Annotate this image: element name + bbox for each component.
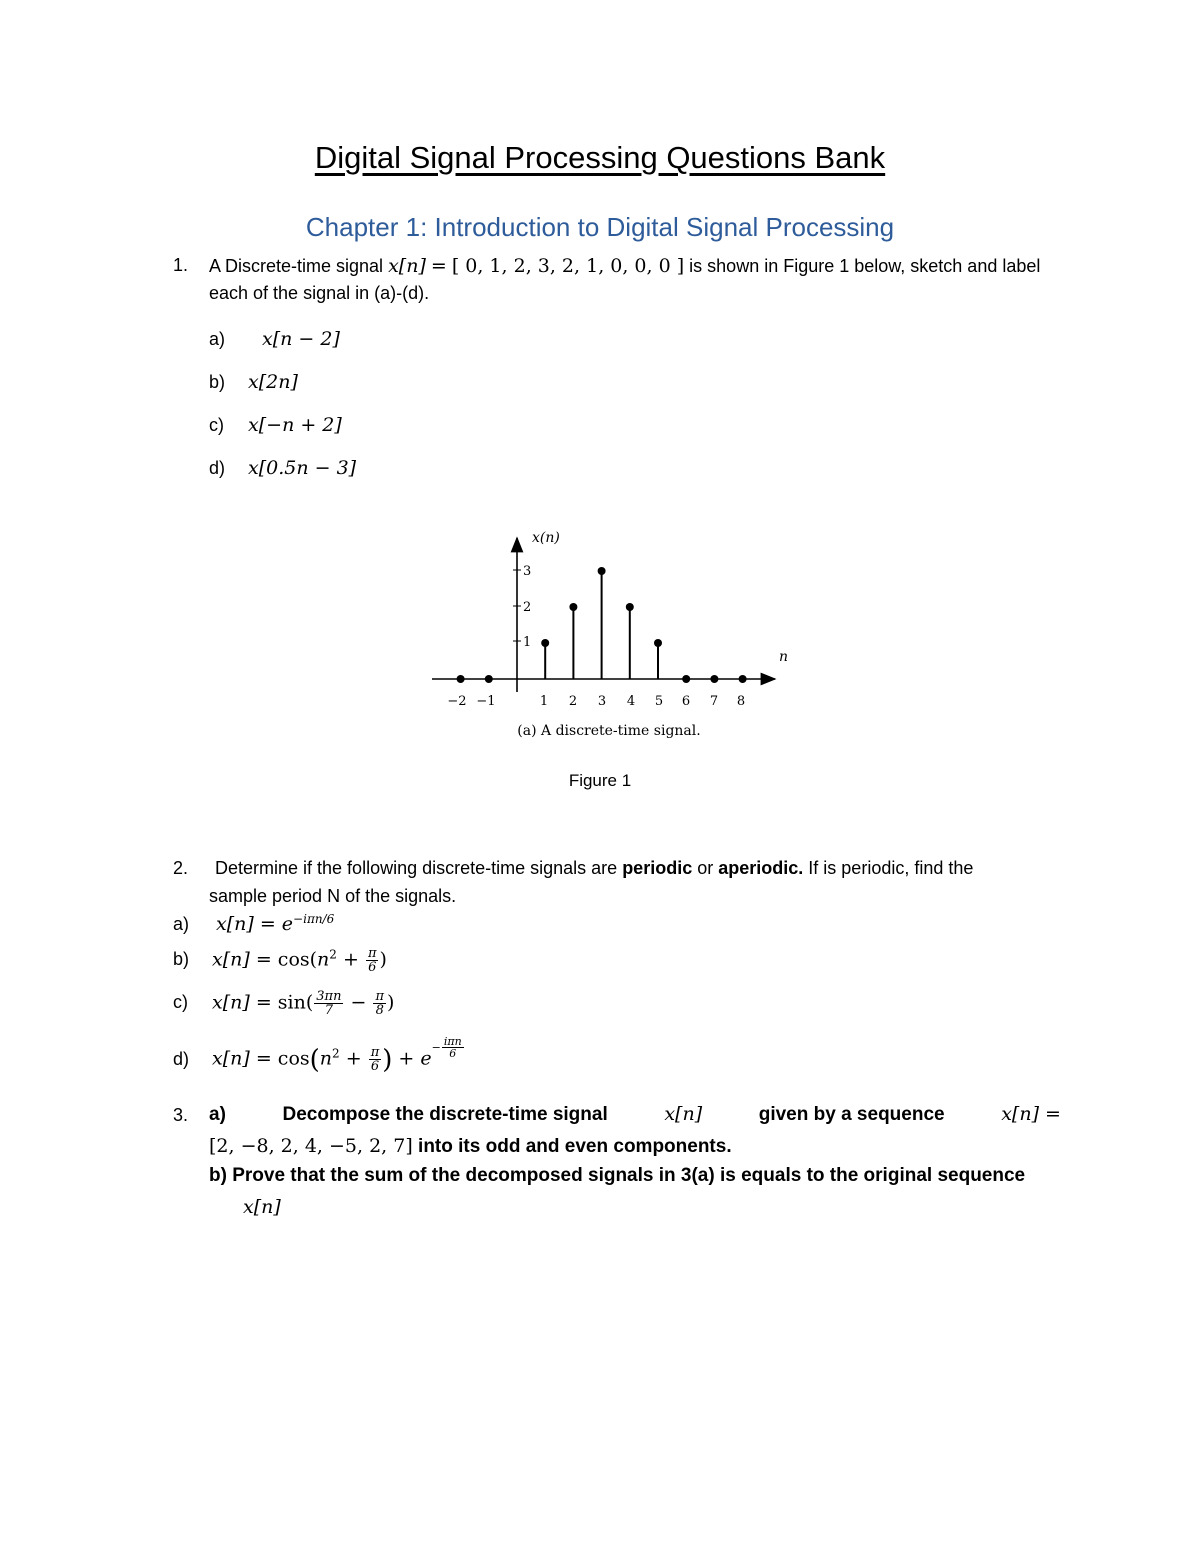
q3-b-label: b): [209, 1165, 227, 1186]
q1-part-c: [209, 414, 342, 436]
q2-part-c-fn: sin(: [277, 991, 314, 1014]
q2-part-d-exp-sign: −: [431, 1041, 441, 1054]
stem-point-n6: [682, 675, 690, 683]
q2-part-b-frac-top: π: [367, 946, 377, 961]
q2-part-b-label: b): [173, 949, 190, 970]
question-3-part-b: [209, 1165, 1025, 1187]
q1-text-a: A Discrete-time signal: [209, 256, 384, 276]
q1-part-c-expr: x[−n + 2]: [248, 414, 342, 436]
q3-a-signal: x[n]: [664, 1103, 703, 1125]
q1-sequence: [ 0, 1, 2, 3, 2, 1, 0, 0, 0 ]: [451, 255, 685, 277]
q2-part-c-frac1-top: 3πn: [316, 989, 342, 1004]
q2-text-a: Determine if the following discrete-time signals are: [215, 858, 618, 878]
q2-part-d-frac-bottom: 6: [370, 1059, 380, 1075]
q1-part-a-expr: x[n − 2]: [262, 328, 340, 350]
q2-part-c-frac1-bottom: 7: [324, 1003, 334, 1018]
q2-part-d-exp-base: + e: [392, 1047, 432, 1070]
q2-part-b-body: n: [317, 948, 330, 971]
question-2-line-1: [215, 858, 973, 879]
y-axis-label: x(n): [532, 530, 560, 546]
question-3-part-b-line-2: [243, 1196, 281, 1218]
q2-part-d: [173, 1036, 465, 1075]
figure-subcaption: (a) A discrete-time signal.: [517, 723, 701, 739]
q1-signal: x[n]: [388, 255, 426, 277]
q2-part-d-label: d): [173, 1048, 190, 1069]
q2-part-c-lhs: x[n] =: [212, 991, 278, 1014]
y-tick-label-3: 3: [523, 564, 532, 579]
q2-part-d-plus: +: [339, 1047, 368, 1070]
x-tick-labels: [447, 694, 745, 709]
y-tick-label-2: 2: [523, 600, 532, 615]
q2-or: or: [697, 858, 714, 878]
q2-part-d-exp-bottom: 6: [449, 1047, 457, 1060]
q1-part-c-label: c): [209, 415, 224, 435]
x-tick-label-5: 5: [654, 694, 664, 709]
question-2-number: 2.: [173, 858, 189, 878]
q1-part-d: [209, 457, 356, 479]
question-3-line-1: [209, 1103, 1061, 1126]
chapter-heading: Chapter 1: Introduction to Digital Signal Processing: [305, 212, 895, 242]
q3-a-text-3: into its: [418, 1136, 481, 1157]
q2-part-d-close: ): [382, 1044, 393, 1075]
stem-point-n8: [739, 675, 747, 683]
q2-part-d-fraction: [369, 1046, 382, 1073]
x-tick-label-8: 8: [736, 694, 746, 709]
x-tick-label-1: 1: [539, 694, 549, 709]
q2-part-d-exponent: [432, 1036, 465, 1059]
q2-part-d-fn: cos: [277, 1047, 310, 1070]
q2-part-c-minus: −: [344, 991, 373, 1014]
q2-part-a-base: e: [281, 913, 294, 935]
q2-part-c-close: ): [387, 991, 395, 1014]
q2-part-b-lhs: x[n] =: [212, 948, 278, 971]
q1-text-b: is shown in Figure 1 below, sketch and label: [689, 256, 1041, 276]
q2-part-b: [173, 947, 387, 974]
q1-part-d-expr: x[0.5n − 3]: [248, 457, 357, 479]
q2-part-b-close: ): [379, 948, 387, 971]
q3-b-text: Prove that the sum of the decomposed signals in 3(a) is equals to the original sequence: [232, 1165, 1026, 1186]
q3-a-odd: odd: [485, 1136, 521, 1157]
stem-point-n-1: [485, 675, 493, 683]
x-tick-label-4: 4: [626, 694, 636, 709]
q1-part-a: [209, 328, 340, 350]
q1-part-b-expr: x[2n]: [248, 371, 298, 393]
y-ticks: [513, 564, 531, 650]
stem-point-n3: [598, 567, 606, 575]
q2-part-b-fraction: [366, 947, 379, 974]
q2-part-d-power: 2: [332, 1046, 340, 1061]
q2-part-d-lhs: x[n] =: [212, 1047, 278, 1070]
q3-b-signal: x[n]: [243, 1196, 281, 1218]
q2-part-a-label: a): [173, 914, 190, 934]
q2-part-c-fraction-2: [373, 990, 386, 1017]
stem-point-n1: [541, 639, 549, 647]
q2-part-c-label: c): [173, 992, 188, 1013]
q2-part-d-frac-top: π: [370, 1045, 380, 1061]
question-1-number: 1.: [173, 255, 189, 275]
q2-part-c-fraction-1: [314, 990, 343, 1017]
q1-part-a-label: a): [209, 329, 226, 349]
q2-part-a-exponent: −iπn/6: [293, 912, 335, 926]
q2-part-a-lhs: x[n] =: [216, 913, 282, 935]
stem-point-n5: [654, 639, 662, 647]
stem-point-n2: [569, 603, 577, 611]
q1-part-d-label: d): [209, 458, 226, 478]
x-tick-label-3: 3: [597, 694, 607, 709]
q2-part-b-plus: +: [336, 948, 365, 971]
question-3-line-2: [209, 1135, 732, 1158]
q3-a-text-1: Decompose the discrete-time signal: [282, 1104, 608, 1125]
question-2-line-2: sample period N of the signals.: [209, 886, 457, 906]
question-1-line-1: [209, 255, 1040, 277]
q3-a-text-4: components.: [613, 1136, 732, 1157]
q3-a-text-2: given by a sequence: [758, 1104, 945, 1125]
q2-part-b-fn: cos(: [277, 948, 318, 971]
x-tick-label-neg2: −2: [447, 694, 467, 709]
x-tick-label-7: 7: [709, 694, 719, 709]
stem-point-n4: [626, 603, 634, 611]
q2-part-d-open: (: [309, 1044, 320, 1075]
q3-a-sequence: [2, −8, 2, 4, −5, 2, 7]: [209, 1135, 413, 1157]
q2-part-c: [173, 990, 394, 1017]
q2-part-c-frac2-top: π: [375, 989, 385, 1004]
y-tick-label-1: 1: [523, 635, 532, 650]
question-3-number: 3.: [173, 1105, 189, 1125]
q3-a-label: a): [209, 1104, 226, 1125]
q2-text-e: If is periodic, find the: [808, 858, 974, 878]
q3-a-even: even: [564, 1136, 609, 1157]
q3-a-signal-2: x[n] =: [1001, 1103, 1061, 1125]
q2-aperiodic: aperiodic.: [718, 858, 804, 878]
q2-part-a: [173, 912, 334, 935]
q2-part-d-exp-top: iπn: [443, 1035, 462, 1048]
q3-a-and: and: [525, 1136, 560, 1157]
q1-part-b-label: b): [209, 372, 226, 392]
q2-part-d-body: n: [319, 1047, 333, 1070]
x-tick-label-neg1: −1: [476, 694, 496, 709]
q1-part-b: [209, 371, 298, 393]
document-title: Digital Signal Processing Questions Bank: [314, 140, 886, 175]
q2-part-b-frac-bottom: 6: [368, 960, 377, 975]
stem-point-n7: [710, 675, 718, 683]
q1-equals: =: [430, 255, 447, 277]
figure-1-stem-plot: [420, 522, 790, 747]
q2-part-c-frac2-bottom: 8: [375, 1003, 384, 1018]
q2-part-b-power: 2: [329, 947, 337, 962]
x-tick-label-6: 6: [681, 694, 691, 709]
q2-periodic: periodic: [622, 858, 693, 878]
question-1-line-2: each of the signal in (a)-(d).: [209, 283, 430, 303]
figure-caption: Figure 1: [568, 771, 632, 790]
x-axis-label: n: [779, 649, 789, 665]
stems: [457, 567, 747, 683]
x-tick-label-2: 2: [568, 694, 578, 709]
q2-part-d-exp-fraction: [442, 1036, 464, 1059]
stem-point-n-2: [457, 675, 465, 683]
